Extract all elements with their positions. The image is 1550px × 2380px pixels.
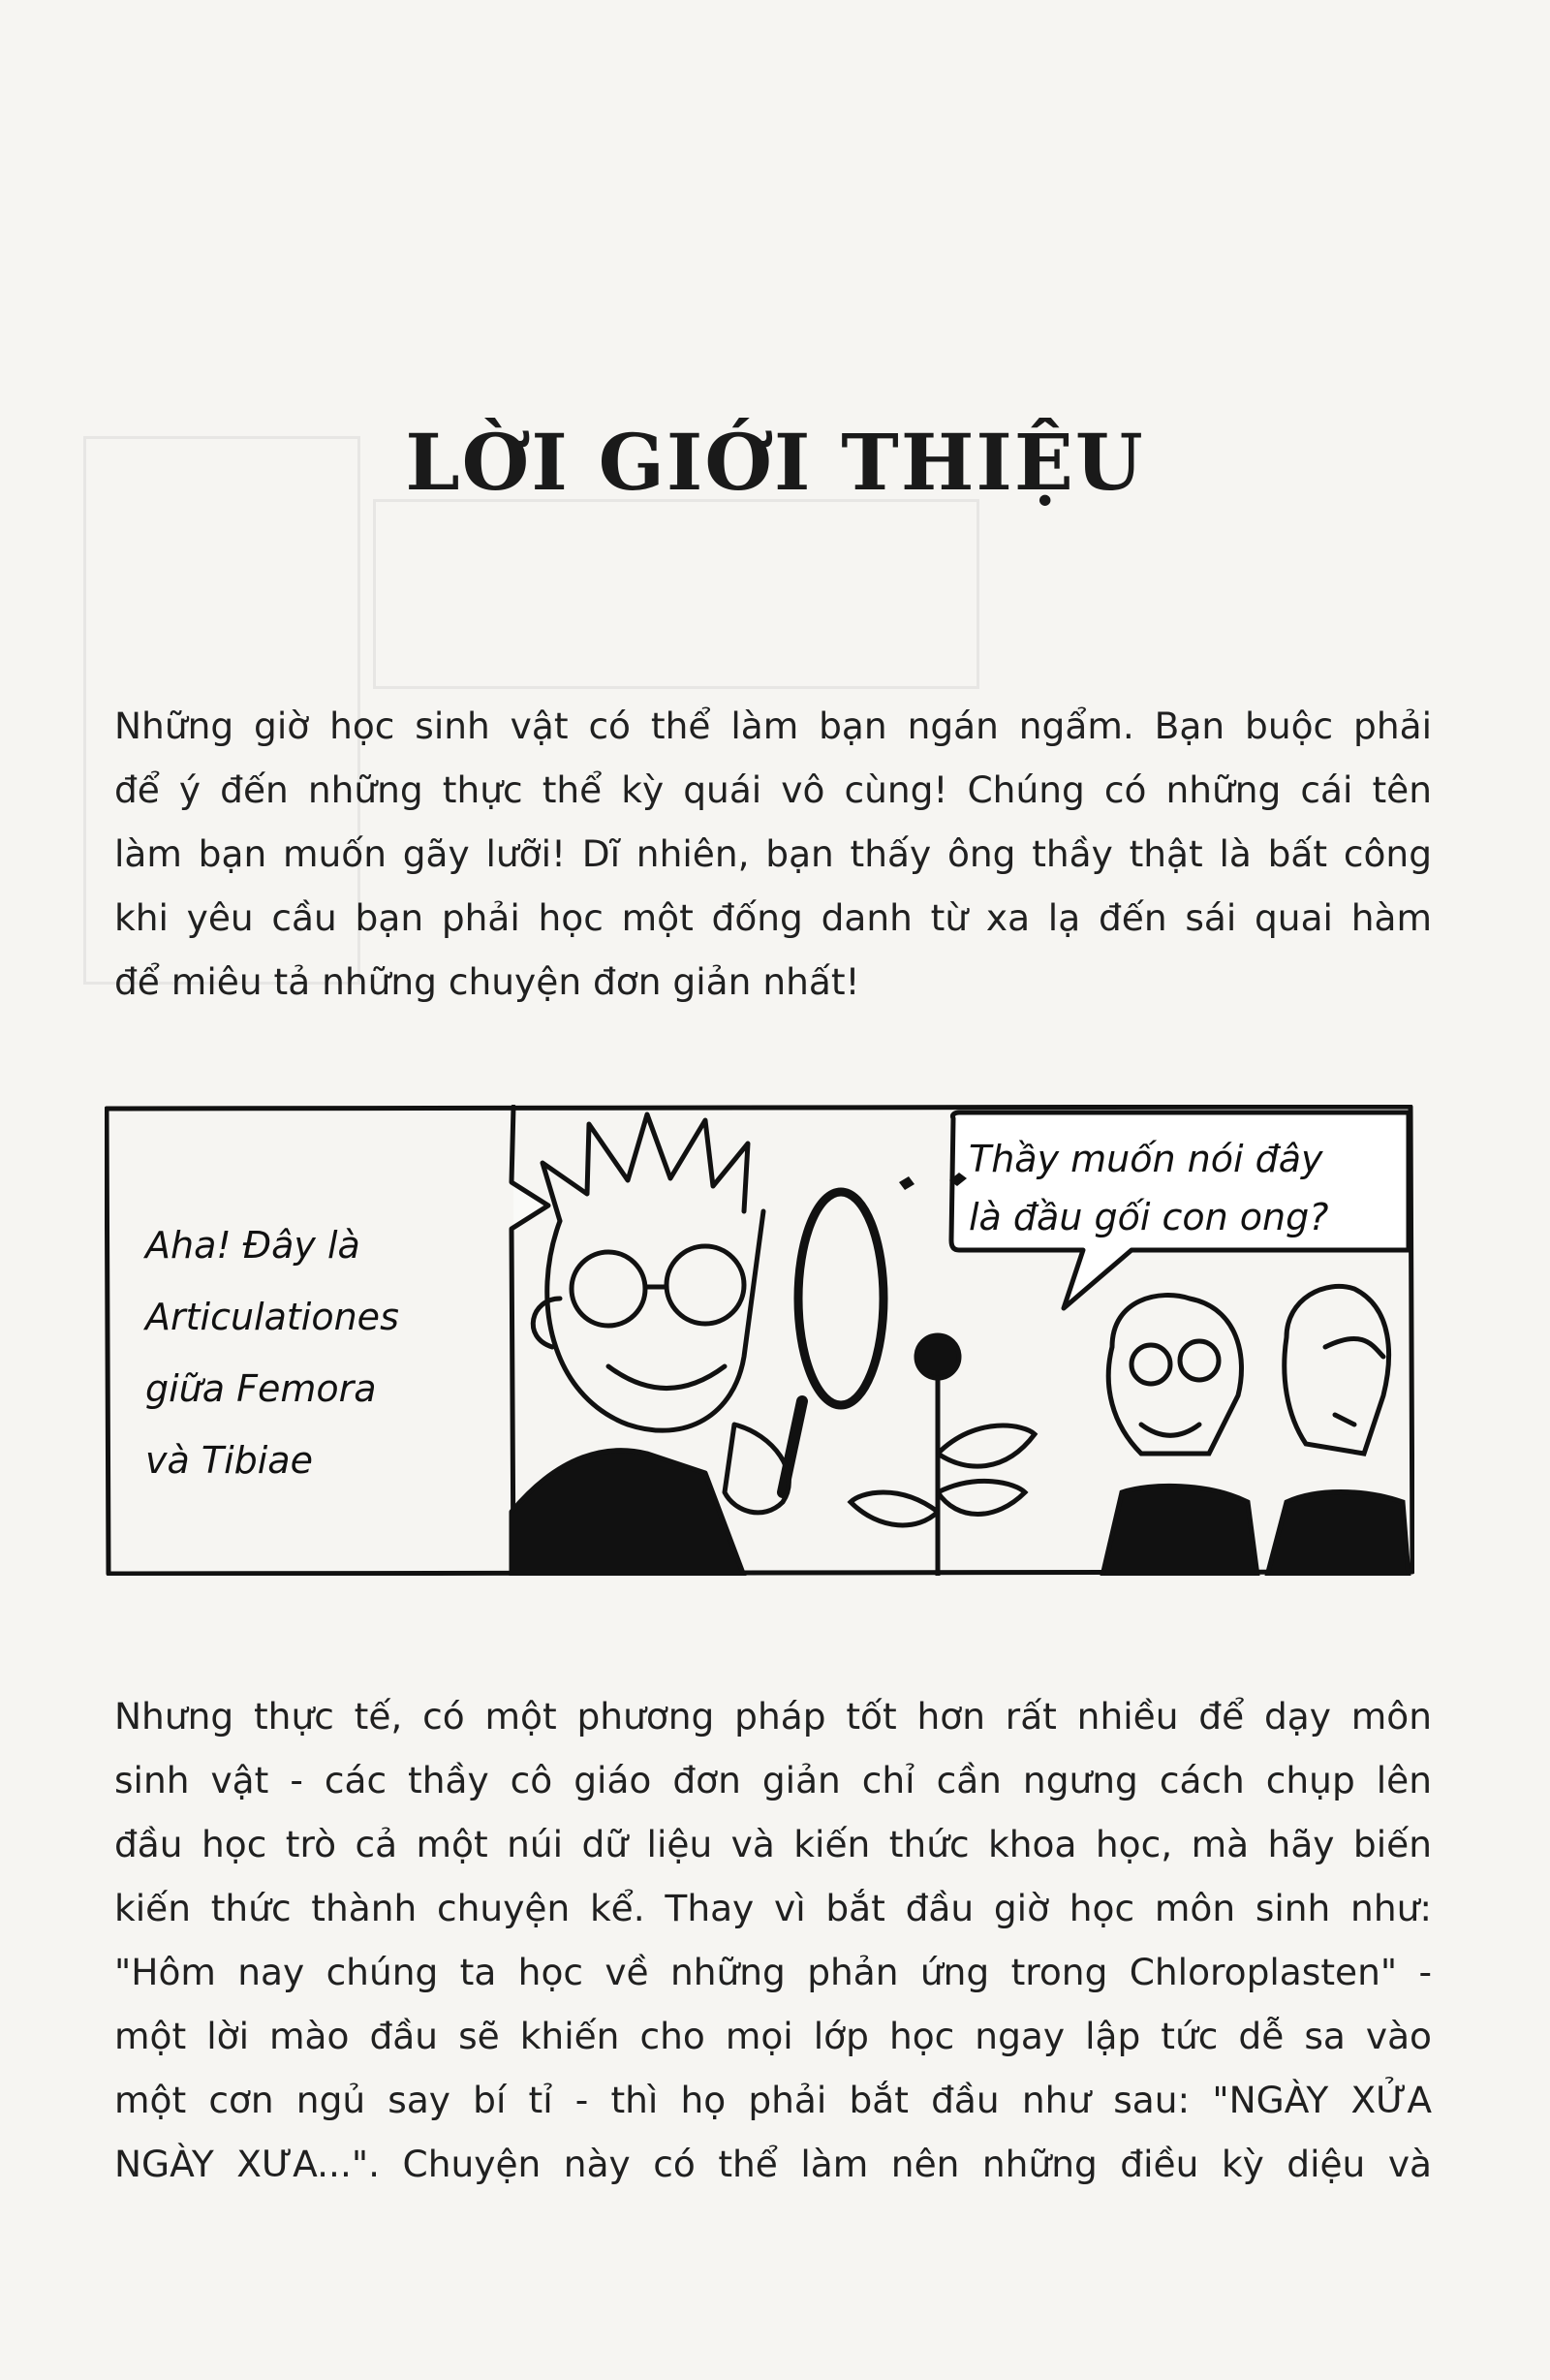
show-through-text	[116, 194, 126, 228]
text-line: khi yêu cầu bạn phải học một đống danh từ xa lạ đến sái quai hàm	[114, 896, 1432, 939]
caption-line: giữa Femora	[145, 1367, 377, 1410]
caption-line: Aha! Đây là	[145, 1224, 360, 1267]
text-line: đầu học trò cả một núi dữ liệu và kiến thức khoa học, mà hãy biến	[114, 1823, 1432, 1865]
intro-paragraph-2	[114, 1684, 1432, 2196]
text-line: NGÀY XƯA...". Chuyện này có thể làm nên những điều kỳ diệu và	[114, 2143, 1432, 2185]
text-line: một lời mào đầu sẽ khiến cho mọi lớp học ngay lập tức dễ sa vào	[114, 2015, 1432, 2057]
speech-bubble-text	[969, 1130, 1395, 1246]
caption-line: Articulationes	[145, 1296, 399, 1338]
text-line: sinh vật - các thầy cô giáo đơn giản chỉ cần ngưng cách chụp lên	[114, 1759, 1432, 1801]
bubble-line: Thầy muốn nói đây	[969, 1138, 1323, 1180]
show-through-panel	[373, 499, 979, 689]
text-line: kiến thức thành chuyện kể. Thay vì bắt đầu giờ học môn sinh như:	[114, 1887, 1432, 1929]
intro-paragraph-1	[114, 694, 1432, 1014]
page-title: LỜI GIỚI THIỆU	[405, 417, 1145, 508]
text-line: để ý đến những thực thể kỳ quái vô cùng! Chúng có những cái tên	[114, 768, 1432, 811]
text-line: một cơn ngủ say bí tỉ - thì họ phải bắt đầu như sau: "NGÀY XỬA	[114, 2079, 1432, 2121]
text-line: Những giờ học sinh vật có thể làm bạn ngán ngẩm. Bạn buộc phải	[114, 705, 1432, 747]
text-line: "Hôm nay chúng ta học về những phản ứng trong Chloroplasten" -	[114, 1951, 1432, 1993]
flower-icon	[851, 1335, 1035, 1576]
teacher-figure	[512, 1114, 884, 1576]
comic-caption	[145, 1209, 494, 1496]
text-line: làm bạn muốn gãy lưỡi! Dĩ nhiên, bạn thấy ông thầy thật là bất công	[114, 832, 1432, 875]
text-line: để miêu tả những chuyện đơn giản nhất!	[114, 960, 860, 1003]
text-line: Nhưng thực tế, có một phương pháp tốt hơn rất nhiều để dạy môn	[114, 1695, 1432, 1738]
student-figures	[1102, 1286, 1409, 1576]
bubble-line: là đầu gối con ong?	[969, 1196, 1329, 1238]
caption-line: và Tibiae	[145, 1439, 313, 1482]
